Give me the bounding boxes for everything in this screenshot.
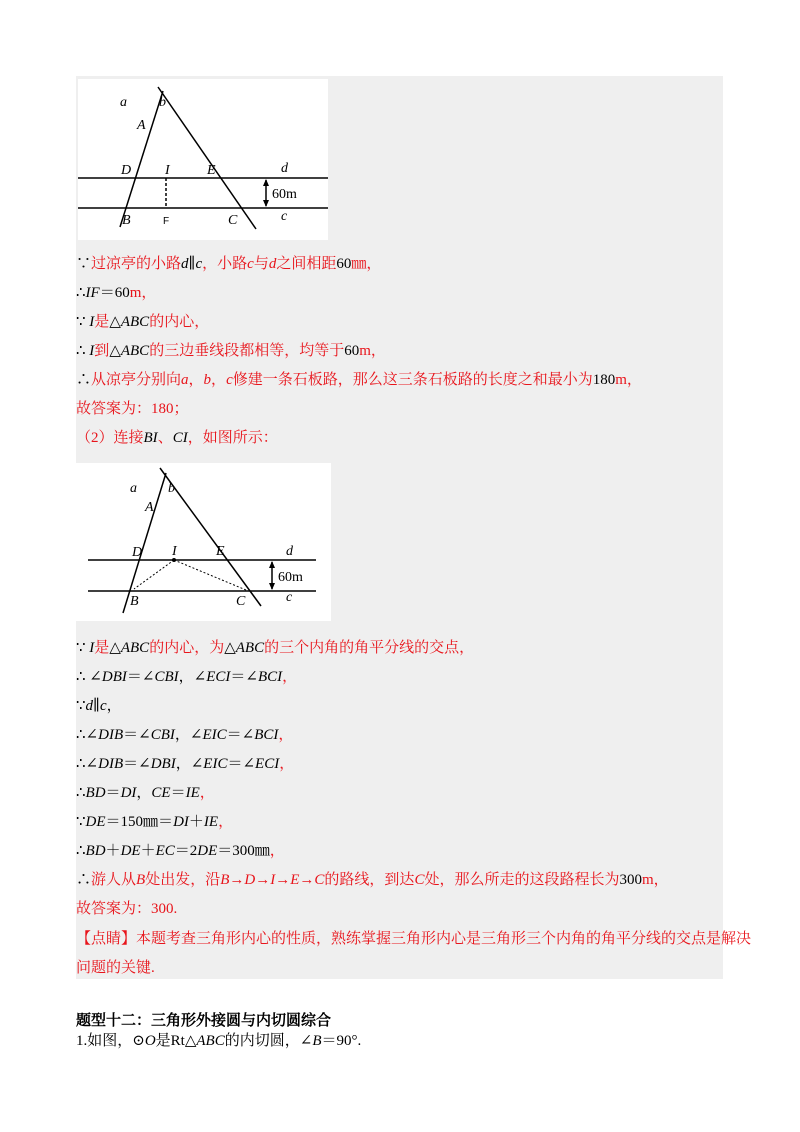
line-11: ∴∠DIB＝∠CBI，∠EIC＝∠BCI， [76, 727, 294, 743]
line-5: ∴从凉亭分别向a，b，c修建一条石板路，那么这三条石板路的长度之和最小为180m， [76, 372, 642, 388]
question-1: 1.如图，⊙O是Rt△ABC的内切圆，∠B＝90°. [76, 1033, 362, 1049]
line-1: ∵过凉亭的小路d∥c，小路c与d之间相距60㎜， [76, 256, 382, 272]
label-C: C [236, 594, 246, 609]
line-12: ∴∠DIB＝∠DBI，∠EIC＝∠ECI， [76, 756, 295, 772]
line-16: ∴游人从B处出发，沿B→D→I→E→C的路线，到达C处，那么所走的这段路程长为300m， [76, 872, 669, 888]
line-7: （2）连接BI、CI，如图所示： [76, 430, 278, 446]
line-14: ∵DE＝150㎜＝DI＋IE， [76, 814, 234, 830]
label-D: D [121, 163, 132, 178]
label-E: E [216, 544, 225, 559]
label-d: d [281, 161, 288, 176]
figure-2-diagram [76, 463, 331, 621]
label-60m: 60m [278, 570, 303, 585]
figure-1 [78, 79, 328, 240]
label-A: A [137, 118, 146, 133]
line-10: ∵d∥c， [76, 698, 122, 714]
line-13: ∴BD＝DI，CE＝IE， [76, 785, 215, 801]
figure-1-diagram [78, 79, 328, 240]
figure-2 [76, 463, 331, 621]
line-4: ∴ I到△ABC的三边垂线段都相等，均等于60m， [76, 343, 386, 359]
line-8: ∵ I是△ABC的内心，为△ABC的三个内角的角平分线的交点， [76, 640, 475, 656]
label-c: c [281, 209, 288, 224]
label-c: c [286, 590, 293, 605]
line-18a: 【点睛】本题考查三角形内心的性质，熟练掌握三角形内心是三角形三个内角的角平分线的交点是解决 [76, 931, 752, 947]
line-18b: 问题的关键. [76, 960, 155, 976]
line-6: 故答案为：180； [76, 401, 189, 417]
label-E: E [207, 163, 216, 178]
label-C: C [228, 213, 238, 228]
line-3: ∵ I是△ABC的内心， [76, 314, 210, 330]
label-60m: 60m [272, 187, 297, 202]
label-B: B [130, 594, 139, 609]
label-I: I [165, 163, 170, 178]
label-D: D [132, 545, 143, 560]
line-17: 故答案为：300. [76, 901, 178, 917]
label-A: A [145, 500, 154, 515]
label-a: a [120, 95, 127, 110]
label-d: d [286, 544, 293, 559]
line-2: ∴IF＝60m， [76, 285, 157, 301]
line-9: ∴ ∠DBI＝∠CBI，∠ECI＝∠BCI， [76, 669, 298, 685]
label-b: b [159, 95, 166, 110]
label-a: a [130, 481, 137, 496]
section-heading: 题型十二：三角形外接圆与内切圆综合 [76, 1011, 332, 1029]
label-B: B [122, 213, 131, 228]
line-15: ∴BD＋DE＋EC＝2DE＝300㎜， [76, 843, 285, 859]
label-F: F [163, 216, 170, 227]
label-I: I [172, 544, 177, 559]
label-b: b [168, 481, 175, 496]
